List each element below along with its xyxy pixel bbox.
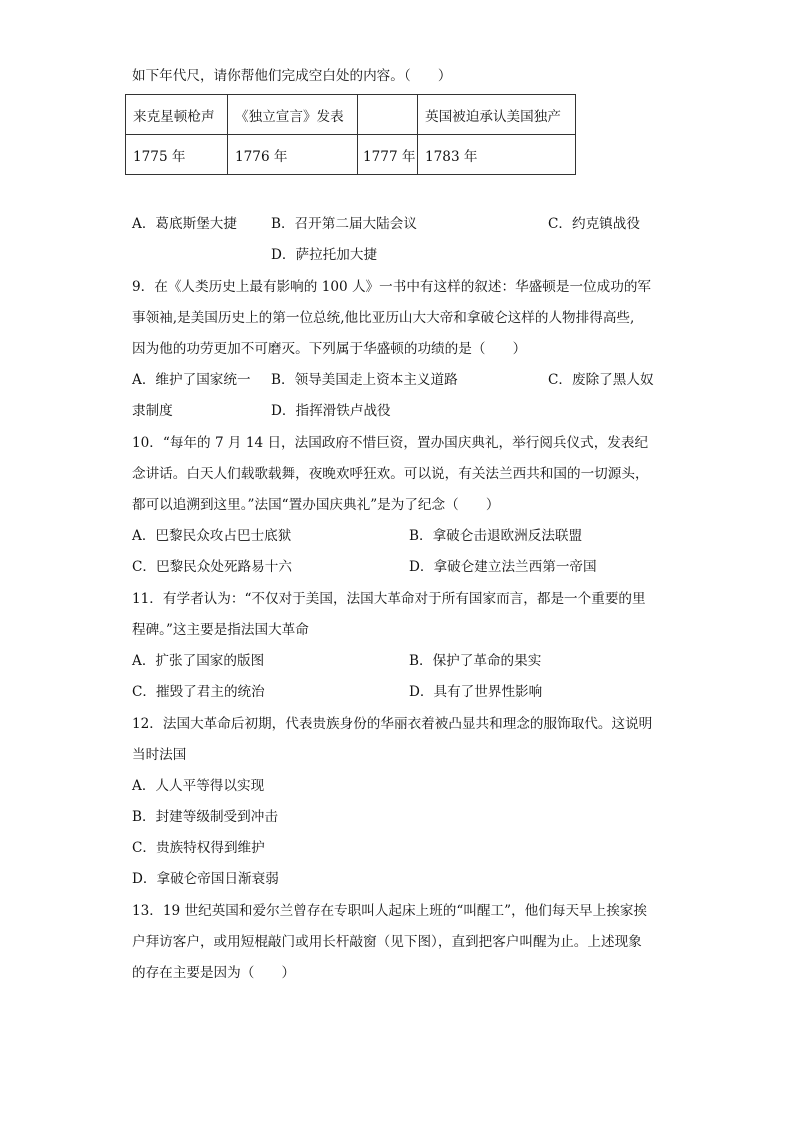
q9-option-a: A．维护了国家统一 bbox=[132, 372, 251, 388]
q9-line: 事领袖,是美国历史上的第一位总统,他比亚历山大大帝和拿破仑这样的人物排得高些, bbox=[132, 310, 635, 326]
q10-option-d: D．拿破仑建立法兰西第一帝国 bbox=[409, 559, 597, 575]
q8-option-c: C．约克镇战役 bbox=[548, 216, 640, 232]
q12-option-b: B．封建等级制受到冲击 bbox=[132, 809, 278, 825]
q9-option-b: B．领导美国走上资本主义道路 bbox=[271, 372, 458, 388]
q9-option-d: D．指挥滑铁卢战役 bbox=[271, 403, 391, 419]
q12-line: 12．法国大革命后初期，代表贵族身份的华丽衣着被凸显共和理念的服饰取代。这说明 bbox=[132, 716, 653, 732]
table-cell: 来克星顿枪声 bbox=[126, 95, 228, 135]
q11-option-a: A．扩张了国家的版图 bbox=[132, 653, 265, 669]
q10-option-a: A．巴黎民众攻占巴士底狱 bbox=[132, 528, 292, 544]
table-cell: 1783 年 bbox=[418, 135, 576, 175]
q10-line: 念讲话。白天人们载歌载舞，夜晚欢呼狂欢。可以说，有关法兰西共和国的一切源头， bbox=[132, 466, 649, 482]
q11-option-d: D．具有了世界性影响 bbox=[409, 684, 543, 700]
q11-line: 程碑。”这主要是指法国大革命 bbox=[132, 622, 309, 638]
q8-option-d: D．萨拉托加大捷 bbox=[271, 247, 378, 263]
q11-option-b: B．保护了革命的果实 bbox=[409, 653, 542, 669]
table-row bbox=[126, 95, 576, 135]
q10-option-c: C．巴黎民众处死路易十六 bbox=[132, 559, 292, 575]
timeline-table bbox=[125, 94, 576, 175]
table-cell: 《独立宣言》发表 bbox=[228, 95, 358, 135]
q8-stem: 如下年代尺，请你帮他们完成空白处的内容。（ ） bbox=[132, 68, 452, 84]
q13-line: 的存在主要是因为（ ） bbox=[132, 965, 296, 981]
q10-option-b: B．拿破仑击退欧洲反法联盟 bbox=[409, 528, 583, 544]
q12-line: 当时法国 bbox=[132, 747, 187, 763]
table-row bbox=[126, 135, 576, 175]
q8-option-a: A．葛底斯堡大捷 bbox=[132, 216, 237, 232]
q9-line: 因为他的功劳更加不可磨灭。下列属于华盛顿的功绩的是（ ） bbox=[132, 341, 527, 357]
q9-option-c: C．废除了黑人奴 bbox=[548, 372, 654, 388]
table-cell: 1775 年 bbox=[126, 135, 228, 175]
q8-option-b: B．召开第二届大陆会议 bbox=[271, 216, 417, 232]
q11-line: 11．有学者认为：“不仅对于美国，法国大革命对于所有国家而言，都是一个重要的里 bbox=[132, 591, 646, 607]
q10-line: 10．“每年的 7 月 14 日，法国政府不惜巨资，置办国庆典礼，举行阅兵仪式，发表纪 bbox=[132, 435, 649, 451]
table-cell: 英国被迫承认美国独产 bbox=[418, 95, 576, 135]
table-cell-blank bbox=[358, 95, 418, 135]
q12-option-d: D．拿破仑帝国日渐衰弱 bbox=[132, 871, 279, 887]
q9-line: 9．在《人类历史上最有影响的 100 人》一书中有这样的叙述：华盛顿是一位成功的军 bbox=[132, 279, 652, 295]
q13-line: 13．19 世纪英国和爱尔兰曾存在专职叫人起床上班的“叫醒工”，他们每天早上挨家挨 bbox=[132, 903, 648, 919]
q12-option-a: A．人人平等得以实现 bbox=[132, 778, 265, 794]
q13-line: 户拜访客户，或用短棍敲门或用长杆敲窗（见下图），直到把客户叫醒为止。上述现象 bbox=[132, 934, 642, 950]
table-cell: 1777 年 bbox=[358, 135, 418, 175]
q11-option-c: C．摧毁了君主的统治 bbox=[132, 684, 265, 700]
q9-option-c-cont: 隶制度 bbox=[132, 403, 173, 419]
q10-line: 都可以追溯到这里。”法国“置办国庆典礼”是为了纪念（ ） bbox=[132, 497, 500, 513]
q12-option-c: C．贵族特权得到维护 bbox=[132, 840, 265, 856]
table-cell: 1776 年 bbox=[228, 135, 358, 175]
